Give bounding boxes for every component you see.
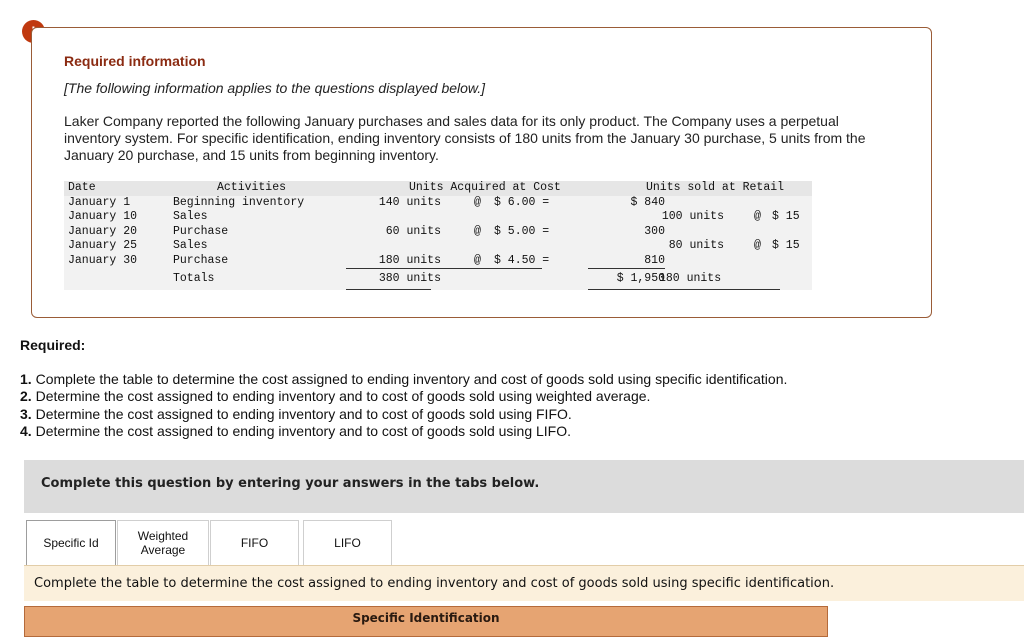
cell-sold-units: 100 units <box>661 210 724 223</box>
specific-identification-header <box>24 606 828 637</box>
table-row <box>64 239 812 254</box>
inventory-table <box>64 181 812 290</box>
table-row <box>64 225 812 240</box>
required-title: Required: <box>20 337 86 353</box>
cell-activity: Purchase <box>173 253 229 267</box>
required-item-text: Determine the cost assigned to ending inventory and to cost of goods sold using FIFO. <box>35 405 572 422</box>
cell-date: January 20 <box>68 224 138 238</box>
instruction-text: Complete the table to determine the cost assigned to ending inventory and cost of goods sold using specific identification. <box>34 576 835 591</box>
info-paragraph: Laker Company reported the following January purchases and sales data for its only product. The Company uses a perpetual inventory system. For specific identification, ending inventory consists of 180 units from the January 30 purchase, 5 units from the January 20 purchase, and 15 units from beginning inventory. <box>64 113 866 163</box>
table-row <box>64 254 812 269</box>
cell-acquired-units: 140 units <box>378 195 441 209</box>
cell-acquired-units: 180 units <box>378 253 441 267</box>
required-item-number: 1. <box>20 371 32 387</box>
section-header-label: Specific Identification <box>352 611 500 625</box>
header-date: Date <box>68 181 96 194</box>
tab-lifo[interactable]: LIFO <box>303 520 392 565</box>
cell-date: January 1 <box>68 195 131 209</box>
cost-underline <box>588 268 665 269</box>
required-item <box>20 371 980 388</box>
table-header-row <box>64 181 812 196</box>
cell-activity: Purchase <box>173 224 229 238</box>
cell-at-retail: @ <box>754 239 761 252</box>
acquired-underline <box>346 268 542 269</box>
required-item-number: 2. <box>20 388 32 405</box>
tab-fifo[interactable]: FIFO <box>210 520 299 565</box>
tab-specific-id[interactable]: Specific Id <box>26 520 116 565</box>
cell-total-cost: 300 <box>644 224 665 238</box>
cell-date: January 10 <box>68 210 138 223</box>
cell-date: January 30 <box>68 253 138 267</box>
required-item-number: 3. <box>20 405 32 422</box>
cell-activity: Sales <box>173 239 208 252</box>
complete-question-text: Complete this question by entering your answers in the tabs below. <box>41 476 540 491</box>
info-subtitle: [The following information applies to the questions displayed below.] <box>64 80 486 96</box>
required-item <box>20 423 980 440</box>
required-item-text: Complete the table to determine the cost assigned to ending inventory and cost of goods sold using specific identification. <box>35 371 788 387</box>
cell-at-cost: @ <box>474 224 481 238</box>
cell-at-cost: @ <box>474 253 481 267</box>
totals-acquired-units: 380 units <box>378 272 441 285</box>
instruction-bar <box>24 565 1024 601</box>
table-row <box>64 196 812 211</box>
cell-unit-cost: $ 5.00 = <box>494 224 550 238</box>
table-totals-row <box>64 268 812 290</box>
cell-acquired-units: 60 units <box>385 224 441 238</box>
required-list <box>20 371 980 440</box>
complete-question-banner <box>24 460 1024 513</box>
cell-unit-cost: $ 4.50 = <box>494 253 550 267</box>
totals-sold-units: 180 units <box>659 272 722 285</box>
cell-activity: Sales <box>173 210 208 223</box>
cell-at-cost: @ <box>474 195 481 209</box>
tab-weighted-average[interactable]: Weighted Average <box>117 520 209 565</box>
acquired-double-underline <box>346 289 431 290</box>
required-item-number: 4. <box>20 422 32 439</box>
cell-date: January 25 <box>68 239 138 252</box>
cell-unit-cost: $ 6.00 = <box>494 195 550 209</box>
cell-activity: Beginning inventory <box>173 195 305 209</box>
cell-sold-units: 80 units <box>668 239 724 252</box>
header-activities: Activities <box>217 181 287 194</box>
totals-label: Totals <box>173 272 215 285</box>
sold-double-underline <box>653 289 780 290</box>
required-item <box>20 406 980 423</box>
header-units-acquired: Units Acquired at Cost <box>409 181 561 194</box>
required-item-text: Determine the cost assigned to ending inventory and to cost of goods sold using LIFO. <box>35 422 572 439</box>
cell-total-cost: $ 840 <box>630 195 665 209</box>
cell-retail-price: $ 15 <box>772 210 800 223</box>
required-item <box>20 388 980 405</box>
totals-cost: $ 1,950 <box>616 272 665 285</box>
table-row <box>64 210 812 225</box>
required-item-text: Determine the cost assigned to ending inventory and to cost of goods sold using weighted average. <box>35 388 651 405</box>
required-information-panel <box>31 27 932 318</box>
info-title: Required information <box>64 53 206 69</box>
table-body <box>64 196 812 269</box>
header-units-sold: Units sold at Retail <box>646 181 785 194</box>
cell-at-retail: @ <box>754 210 761 223</box>
cell-total-cost: 810 <box>644 253 665 267</box>
cell-retail-price: $ 15 <box>772 239 800 252</box>
